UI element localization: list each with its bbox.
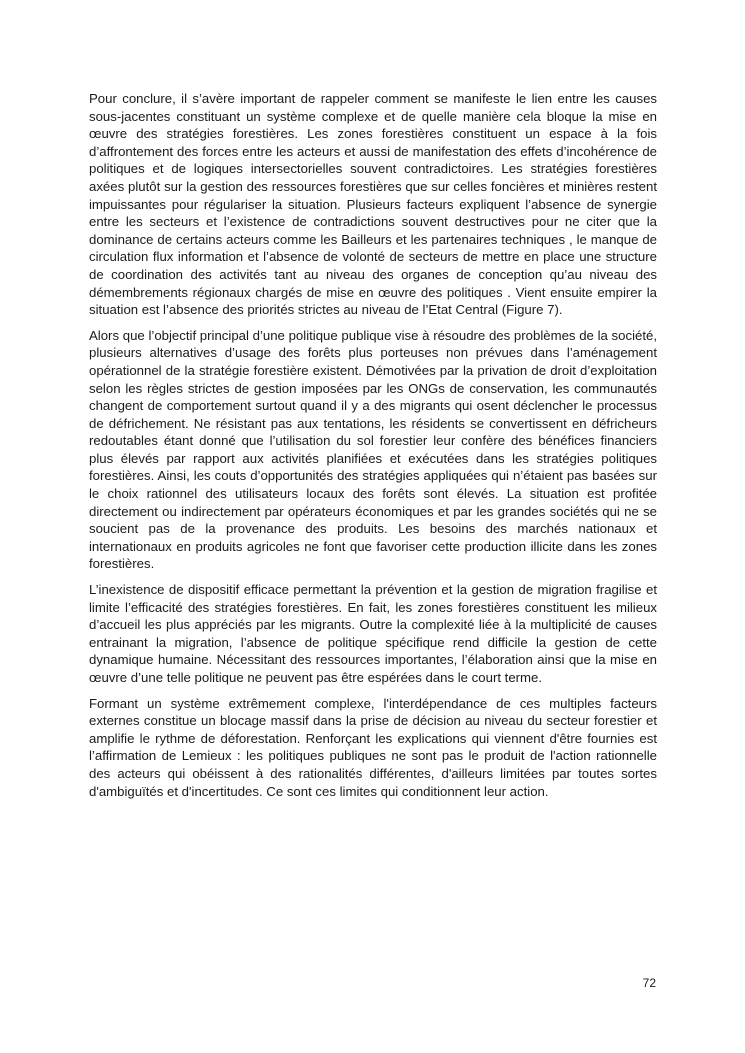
paragraph-migration: L’inexistence de dispositif efficace permettant la prévention et la gestion de migration fragilise et limite l’efficacité des stratégies forestières. En fait, les zones forestières constituent les milieux d’accueil les plus appréciés par les migrants. Outre la complexité liée à la multiplicité de causes entrainant la migration, l’absence de politique spécifique rend difficile la gestion de cette dynamique humaine. Nécessitant des ressources importantes, l’élaboration ainsi que la mise en œuvre d’une telle politique ne peuvent pas être espérées dans le court terme. [89,582,657,685]
paragraph-complex-system: Formant un système extrêmement complexe, l'interdépendance de ces multiples facteurs externes constitue un blocage massif dans la prise de décision au niveau du secteur forestier et amplifie le rythme de déforestation. Renforçant les explications qui viennent d'être fournies est l’affirmation de Lemieux : les politiques publiques ne sont pas le produit de l'action rationnelle des acteurs qui obéissent à des rationalités différentes, d'ailleurs limitées par toutes sortes d'ambiguïtés et d'incertitudes. Ce sont ces limites qui conditionnent leur action. [89,695,657,799]
paragraph-alternatives: Alors que l’objectif principal d’une politique publique vise à résoudre des problèmes de la société, plusieurs alternatives d’usage des forêts plus porteuses non prévues dans l’aménagement opérationnel de la stratégie forestière existent. Démotivées par la privation de droit d’exploitation selon les règles strictes de gestion imposées par les ONGs de conservation, les communautés changent de comportement surtout quand il y a des migrants qui osent déclencher le processus de défrichement. Ne résistant pas aux tentations, les résidents se convertissent en défricheurs redoutables étant donné que l’utilisation du sol forestier leur confère des bénéfices financiers plus élevés par rapport aux activités planifiées et exécutées dans les stratégies politiques forestières. Ainsi, les couts d’opportunités des stratégies appliquées qui n’étaient pas basées sur le choix rationnel des utilisateurs locaux des forêts sont élevés. La situation est profitée directement ou indirectement par opérateurs économiques et par les grandes sociétés qui ne se soucient pas de la provenance des produits. Les besoins des marchés nationaux et internationaux en produits agricoles ne font que favoriser cette production illicite dans les zones forestières. [89,327,657,572]
page-number: 72 [642,976,656,990]
body-text [89,90,657,808]
paragraph-conclusion: Pour conclure, il s’avère important de rappeler comment se manifeste le lien entre les causes sous-jacentes constituant un système complexe et de quelle manière cela bloque la mise en œuvre des stratégies forestières. Les zones forestières constituent un espace à la fois d’affrontement des forces entre les acteurs et aussi de manifestation des effets d’incohérence de politiques et de logiques intersectorielles souvent contradictoires. Les stratégies forestières axées plutôt sur la gestion des ressources forestières que sur celles foncières et minières restent impuissantes pour régulariser la situation. Plusieurs facteurs expliquent l’absence de synergie entre les secteurs et l’existence de contradictions souvent destructives pour ne citer que la dominance de certains acteurs comme les Bailleurs et les partenaires techniques , le manque de circulation flux information et l’absence de volonté de secteurs de mettre en place une structure de coordination des activités tant au niveau des organes de conception qu’au niveau des démembrements régionaux chargés de mise en œuvre des politiques . Vient ensuite empirer la situation est l’absence des priorités strictes au niveau de l’Etat Central (Figure 7). [89,91,657,318]
